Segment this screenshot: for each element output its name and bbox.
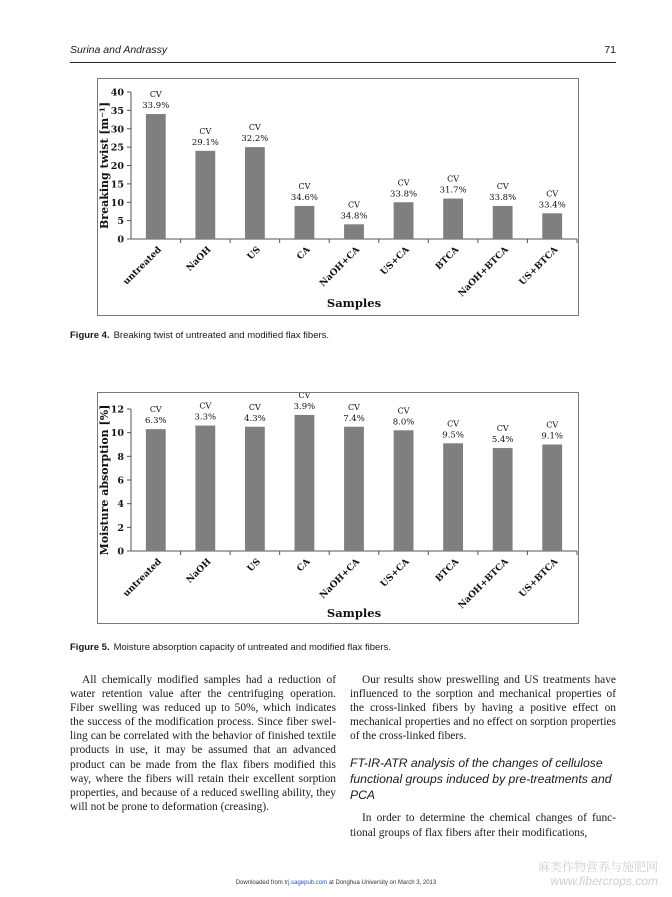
figure-5-caption [70,642,391,653]
x-category-label: CA [295,557,313,575]
x-category-label: CA [295,245,313,263]
x-category-label: untreated [121,557,164,600]
x-category-label: US+BTCA [517,557,561,600]
footer-suffix: at Donghua University on March 3, 2013 [328,880,437,886]
data-bar [394,202,414,239]
cv-annotation-label: CV [546,420,559,430]
cv-annotation-label: CV [248,123,261,133]
cv-annotation-label: CV [199,401,212,411]
cv-annotation-label: CV [149,405,162,415]
x-category-label: NaOH+CA [318,557,363,601]
section-heading: FT-IR-ATR analysis of the changes of cellulose functional groups induced by pre-treatments and PCA [350,756,612,803]
watermark-chinese: 麻类作物营养与施肥网 [537,860,658,874]
data-bar [344,224,364,239]
data-bar [295,206,315,239]
x-category-label: BTCA [434,557,462,585]
data-bar [195,151,215,239]
y-axis-title: Moisture absorption [%] [98,404,111,556]
y-tick-label: 10 [110,428,124,440]
x-category-label: NaOH+CA [318,245,363,289]
data-bar [493,448,513,551]
figure-5-caption-text: Moisture absorption capacity of untreated and modified flax fibers. [113,642,391,653]
y-tick-label: 40 [110,87,124,99]
cv-annotation-value: 31.7% [439,185,467,196]
cv-annotation-label: CV [248,402,261,412]
figure-4-chart-frame [97,78,579,316]
x-category-label: US [245,245,264,263]
x-category-label: US+BTCA [517,245,561,288]
body-column-left [70,673,336,814]
site-watermark [538,860,658,888]
cv-annotation-value: 33.9% [142,101,170,112]
cv-annotation-label: CV [397,406,410,416]
cv-annotation-label: CV [348,200,360,210]
cv-annotation-label: CV [348,402,360,412]
body-paragraph: Our results show preswelling and US treatments have influenced to the sorption and mechanical properties of the cross-linked fibers by having a positive effect on mechanical properties and no effect on sorption properties of the cross-linked fibers. [350,674,616,743]
y-tick-label: 15 [110,179,124,191]
y-tick-label: 5 [117,216,124,228]
x-category-label: NaOH+BTCA [456,557,511,612]
figure-4-caption [70,330,329,341]
data-bar [344,427,364,551]
cv-annotation-value: 32.2% [241,134,269,145]
breaking-twist-chart [98,79,578,315]
cv-annotation-label: CV [397,178,410,188]
y-tick-label: 8 [117,451,124,463]
y-tick-label: 10 [110,197,124,209]
figure-4-label: Figure 4. [70,330,110,341]
cv-annotation-value: 29.1% [191,137,219,148]
cv-annotation-value: 8.0% [392,417,415,428]
x-category-label: US+CA [379,245,412,278]
data-bar [542,213,562,239]
figure-5-label: Figure 5. [70,642,110,653]
figure-4-caption-text: Breaking twist of untreated and modified flax fibers. [113,330,330,341]
cv-annotation-label: CV [546,189,559,199]
x-axis-title: Samples [326,606,382,620]
cv-annotation-value: 4.3% [244,413,266,424]
y-tick-label: 35 [110,105,124,117]
data-bar [245,147,265,239]
data-bar [146,114,166,239]
body-paragraph: In order to determine the chemical changes of functional groups of flax fibers after their modifications, [350,812,616,839]
y-tick-label: 6 [117,475,124,487]
y-axis-title: Breaking twist [m⁻¹] [98,101,111,230]
y-tick-label: 2 [117,522,124,534]
cv-annotation-label: CV [447,419,460,429]
cv-annotation-label: CV [149,90,162,100]
y-tick-label: 0 [117,234,124,246]
x-category-label: US [245,557,264,575]
body-paragraph: All chemically modified samples had a reduction of water retention value after the centrifuging operation. Fiber swelling was reduced up to 50%, which indicates the success of the modification process. Since fiber swelling can be correlated with the behavior of finished textile products in use, it may be assumed that an advanced product can be made from the flax fibers modified this way, where the fibers will retain their excellent sorption properties, and because of a reduced swelling ability, they will not be prone to deformation (creasing). [70,674,336,813]
body-column-right [350,673,616,840]
cv-annotation-label: CV [199,126,212,136]
header-rule [70,62,616,63]
cv-annotation-value: 9.1% [541,431,564,442]
cv-annotation-value: 33.8% [489,192,517,203]
data-bar [394,430,414,551]
cv-annotation-value: 5.4% [491,435,514,446]
y-tick-label: 30 [110,124,124,136]
data-bar [493,206,513,239]
x-category-label: US+CA [379,557,412,590]
cv-annotation-label: CV [298,181,311,191]
cv-annotation-value: 6.3% [144,416,167,427]
cv-annotation-label: CV [496,424,509,434]
y-tick-label: 4 [117,499,124,511]
footer-prefix: Downloaded from [235,880,283,886]
x-category-label: NaOH [184,245,214,274]
data-bar [542,445,562,552]
y-tick-label: 20 [110,161,124,172]
cv-annotation-value: 33.8% [390,189,418,200]
figure-5-chart-frame [97,392,579,624]
cv-annotation-value: 33.4% [538,200,566,211]
x-category-label: BTCA [434,245,462,273]
data-bar [245,427,265,551]
data-bar [443,199,463,239]
watermark-url: www.fibercrops.com [550,874,658,888]
x-category-label: NaOH+BTCA [456,245,511,300]
running-head-authors: Surina and Andrassy [70,44,168,56]
x-category-label: untreated [121,245,164,288]
cv-annotation-value: 9.5% [442,430,464,441]
cv-annotation-value: 3.9% [293,401,316,412]
x-axis-title: Samples [326,296,382,310]
cv-annotation-label: CV [496,181,509,191]
cv-annotation-value: 7.4% [343,413,365,424]
data-bar [195,426,215,551]
cv-annotation-label: CV [447,174,460,184]
y-tick-label: 0 [117,546,124,558]
y-tick-label: 12 [110,404,124,416]
moisture-absorption-chart [98,393,578,623]
data-bar [443,443,463,551]
cv-annotation-label: CV [298,393,311,400]
x-category-label: NaOH [184,557,214,586]
cv-annotation-value: 34.8% [340,211,368,222]
page-number: 71 [604,44,616,56]
y-tick-label: 25 [110,142,124,154]
cv-annotation-value: 34.6% [290,192,318,203]
cv-annotation-value: 3.3% [194,412,217,423]
data-bar [295,415,315,551]
data-bar [146,429,166,551]
footer-source-link[interactable]: trj.sagepub.com [284,880,328,886]
